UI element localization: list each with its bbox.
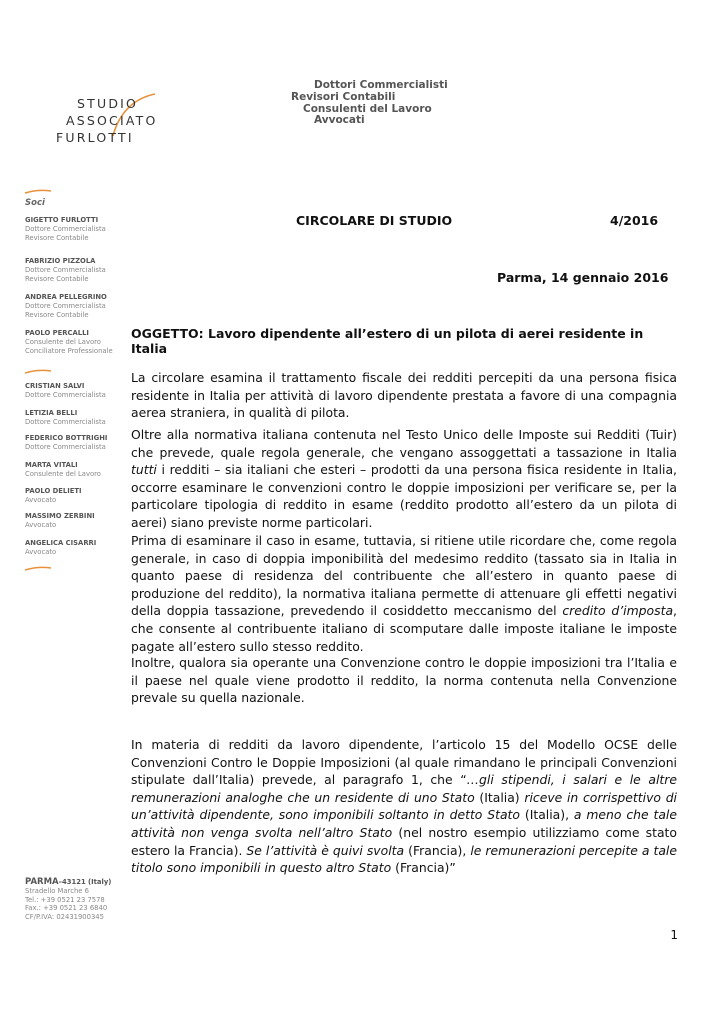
partner-role: Revisore Contabile <box>25 310 89 319</box>
logo-line-1: STUDIO <box>77 96 139 111</box>
soci-label: Soci <box>25 198 45 208</box>
p2-text-a: Oltre alla normativa italiana contenuta nel Testo Unico delle Imposte sui Redditi (Tuir) che prevede, quale regola generale, che vengano assoggettati a tassazione in Italia <box>131 427 677 460</box>
p5-quote-4: Se l’attività è quivi svolta <box>246 842 405 858</box>
p5-quote-2: riceve in corrispettivo di un’attività dipendente, sono imponibili soltanto in detto Stato <box>131 789 678 823</box>
office-vat: CF/P.IVA: 02431900345 <box>25 913 104 922</box>
divider-swoosh-icon <box>25 369 51 374</box>
paragraph-3 <box>131 532 677 655</box>
paragraph-2 <box>131 426 677 532</box>
office-zip: –43121 (Italy) <box>58 878 112 886</box>
associate-role: Dottore Commercialista <box>25 390 106 399</box>
divider-swoosh-icon <box>25 566 51 571</box>
office-city-line <box>25 878 111 887</box>
office-tel: Tel.: +39 0521 23 7578 <box>25 895 105 904</box>
partner-name: PAOLO PERCALLI <box>25 329 89 337</box>
partner-role: Conciliatore Professionale <box>25 346 113 355</box>
logo-line-3: FURLOTTI <box>56 130 134 145</box>
p3-text-b: , che consente al contribuente italiano di scomputare dalle imposte italiane le imposte pagate all’estero sullo stesso reddito. <box>131 603 677 654</box>
paragraph-5 <box>131 736 677 877</box>
associate-entry <box>25 512 95 530</box>
studio-logo <box>55 92 165 152</box>
p5-quote-3: a meno che tale attività non venga svolta nell’altro Stato <box>131 807 677 840</box>
partner-role: Revisore Contabile <box>25 274 89 283</box>
paragraph-1 <box>131 369 677 422</box>
partner-name: FABRIZIO PIZZOLA <box>25 257 96 265</box>
associate-entry <box>25 434 107 452</box>
partner-name: GIGETTO FURLOTTI <box>25 216 99 224</box>
associate-name: PAOLO DELIETI <box>25 487 82 495</box>
associate-name: CRISTIAN SALVI <box>25 382 85 390</box>
circolare-date: Parma, 14 gennaio 2016 <box>497 270 669 285</box>
associate-name: ANGELICA CISARRI <box>25 539 97 547</box>
p5-text-b: (Italia) <box>474 789 525 805</box>
associate-role: Avvocato <box>25 520 57 529</box>
associate-role: Avvocato <box>25 547 57 556</box>
p5-text-a: In materia di redditi da lavoro dipendente, l’articolo 15 del Modello OCSE delle Convenzioni Contro le Doppie Imposizioni (al quale rimandano le principali Convenzioni stipulate dall’Italia) prevede, al paragrafo 1, che “ <box>131 737 677 788</box>
p3-emphasis: credito d’imposta <box>562 603 674 619</box>
associate-entry <box>25 539 96 557</box>
profession-4: Avvocati <box>314 114 365 126</box>
paragraph-1-text: La circolare esamina il trattamento fiscale dei redditi percepiti da una persona fisica residente in Italia per attività di lavoro dipendente prestata a favore di una compagnia aerea straniera, in qualità di pilota. <box>131 370 677 421</box>
associate-entry <box>25 409 106 427</box>
profession-3: Consulenti del Lavoro <box>303 103 432 115</box>
associate-name: MARTA VITALI <box>25 461 78 469</box>
profession-2: Revisori Contabili <box>291 91 396 103</box>
p5-text-e: (Francia), <box>404 842 471 858</box>
p5-text-d: (nel nostro esempio utilizziamo come stato estero la Francia). <box>131 824 677 858</box>
associate-role: Avvocato <box>25 495 57 504</box>
p2-text-b: i redditi – sia italiani che esteri – prodotti da una persona fisica residente in Italia, occorre esaminare le convenzioni contro le doppie imposizioni per verificare se, per la particolare tipologia di reddito in esame (reddito prodotto all’estero da un pilota di aerei) siano previste norme particolari. <box>131 462 677 530</box>
circolare-number: 4/2016 <box>610 213 659 228</box>
p3-text-a: Prima di esaminare il caso in esame, tuttavia, si ritiene utile ricordare che, come regola generale, in caso di doppia imponibilità del medesimo reddito (tassato sia in Italia in quanto paese di residenza del contribuente che all’estero in quanto paese di produzione del reddito), la normativa italiana permette di attenuare gli effetti negativi della doppia tassazione, prevedendo il cosiddetto meccanismo del <box>131 533 677 619</box>
associate-name: FEDERICO BOTTRIGHI <box>25 434 108 442</box>
circolare-title: CIRCOLARE DI STUDIO <box>296 213 453 228</box>
partner-role: Dottore Commercialista <box>25 301 106 310</box>
circolare-subject: OGGETTO: Lavoro dipendente all’estero di un pilota di aerei residente in Italia <box>131 326 644 356</box>
p5-quote-5: le remunerazioni percepite a tale titolo sono imponibili in questo altro Stato <box>131 842 677 876</box>
partner-entry <box>25 293 107 319</box>
partner-name: ANDREA PELLEGRINO <box>25 293 107 301</box>
associate-entry <box>25 382 106 400</box>
office-street: Stradello Marche 6 <box>25 886 89 895</box>
logo-line-2: ASSOCIATO <box>66 113 158 128</box>
p5-quote-1: …gli stipendi, i salari e le altre remunerazioni analoghe che un residente di uno Stato <box>131 772 677 805</box>
office-city: PARMA <box>25 877 59 887</box>
partner-entry <box>25 329 113 355</box>
partner-role: Dottore Commercialista <box>25 265 106 274</box>
paragraph-4-text: Inoltre, qualora sia operante una Convenzione contro le doppie imposizioni tra l’Italia e il paese nel quale viene prodotto il reddito, la norma contenuta nella Convenzione prevale su quella nazionale. <box>131 655 677 706</box>
page-number: 1 <box>670 928 678 942</box>
associate-name: MASSIMO ZERBINI <box>25 512 95 520</box>
partner-role: Dottore Commercialista <box>25 224 106 233</box>
p5-text-c: (Italia), <box>520 807 574 823</box>
associate-entry <box>25 487 82 505</box>
partner-entry <box>25 216 106 242</box>
associate-role: Consulente del Lavoro <box>25 469 101 478</box>
associate-role: Dottore Commercialista <box>25 442 106 451</box>
p5-text-f: (Francia)” <box>391 860 456 876</box>
profession-1: Dottori Commercialisti <box>314 79 448 91</box>
office-fax: Fax.: +39 0521 23 6840 <box>25 904 108 913</box>
divider-swoosh-icon <box>25 189 51 194</box>
p2-emphasis: tutti <box>131 462 157 478</box>
associate-entry <box>25 461 101 479</box>
associate-name: LETIZIA BELLI <box>25 409 78 417</box>
partner-entry <box>25 257 106 283</box>
partner-role: Revisore Contabile <box>25 233 89 242</box>
paragraph-4 <box>131 654 677 707</box>
partner-role: Consulente del Lavoro <box>25 337 101 346</box>
office-address <box>25 878 111 922</box>
associate-role: Dottore Commercialista <box>25 417 106 426</box>
